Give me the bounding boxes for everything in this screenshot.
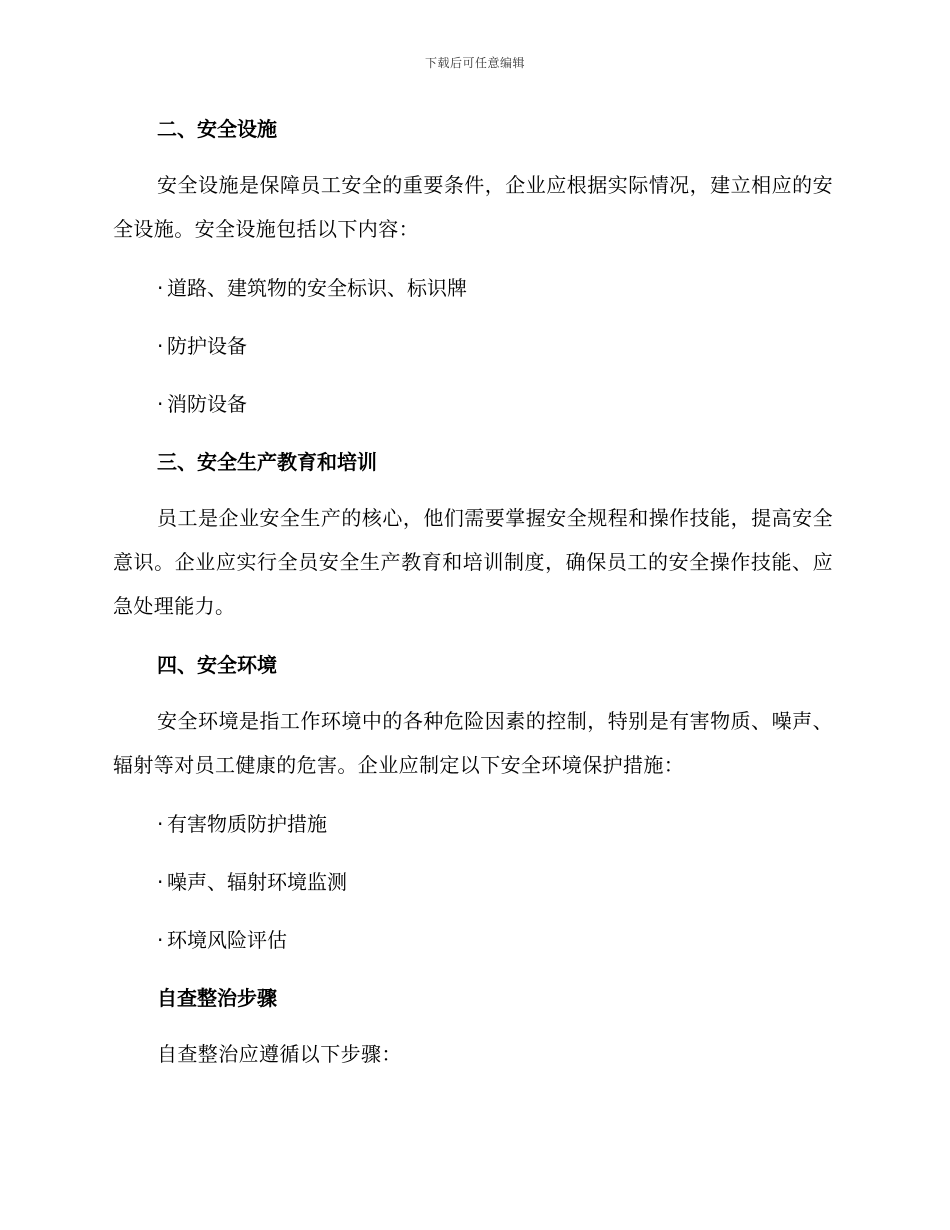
section-heading-education-training: 三、安全生产教育和培训: [157, 450, 377, 474]
list-item: [113, 323, 833, 369]
paragraph-safety-facilities: 安全设施是保障员工安全的重要条件，企业应根据实际情况，建立相应的安全设施。安全设施包括以下内容：: [113, 173, 833, 241]
bullet-icon: ·: [157, 870, 164, 894]
paragraph-education-training: 员工是企业安全生产的核心，他们需要掌握安全规程和操作技能，提高安全意识。企业应实行全员安全生产教育和培训制度，确保员工的安全操作技能、应急处理能力。: [113, 506, 833, 618]
section-heading-self-inspection: 自查整治步骤: [157, 986, 277, 1010]
list-item: [113, 859, 833, 905]
document-body: [113, 106, 833, 1090]
bullet-icon: ·: [157, 928, 164, 952]
list-item-text: 防护设备: [167, 334, 247, 358]
list-item-text: 消防设备: [167, 392, 247, 416]
paragraph-safety-environment: 安全环境是指工作环境中的各种危险因素的控制，特别是有害物质、噪声、辐射等对员工健康的危害。企业应制定以下安全环境保护措施：: [113, 709, 833, 777]
bullet-icon: ·: [157, 392, 164, 416]
bullet-icon: ·: [157, 334, 164, 358]
page-header: 下载后可任意编辑: [424, 56, 525, 70]
bullet-icon: ·: [157, 276, 164, 300]
list-item: [113, 265, 833, 311]
section-heading-safety-facilities: 二、安全设施: [157, 117, 277, 141]
list-item: [113, 381, 833, 427]
bullet-icon: ·: [157, 812, 164, 836]
list-item: [113, 801, 833, 847]
list-item-text: 道路、建筑物的安全标识、标识牌: [167, 276, 467, 300]
paragraph-self-inspection: 自查整治应遵循以下步骤：: [157, 1042, 402, 1066]
list-item: [113, 917, 833, 963]
list-item-text: 有害物质防护措施: [167, 812, 327, 836]
list-item-text: 环境风险评估: [167, 928, 287, 952]
section-heading-safety-environment: 四、安全环境: [157, 653, 277, 677]
list-item-text: 噪声、辐射环境监测: [167, 870, 347, 894]
